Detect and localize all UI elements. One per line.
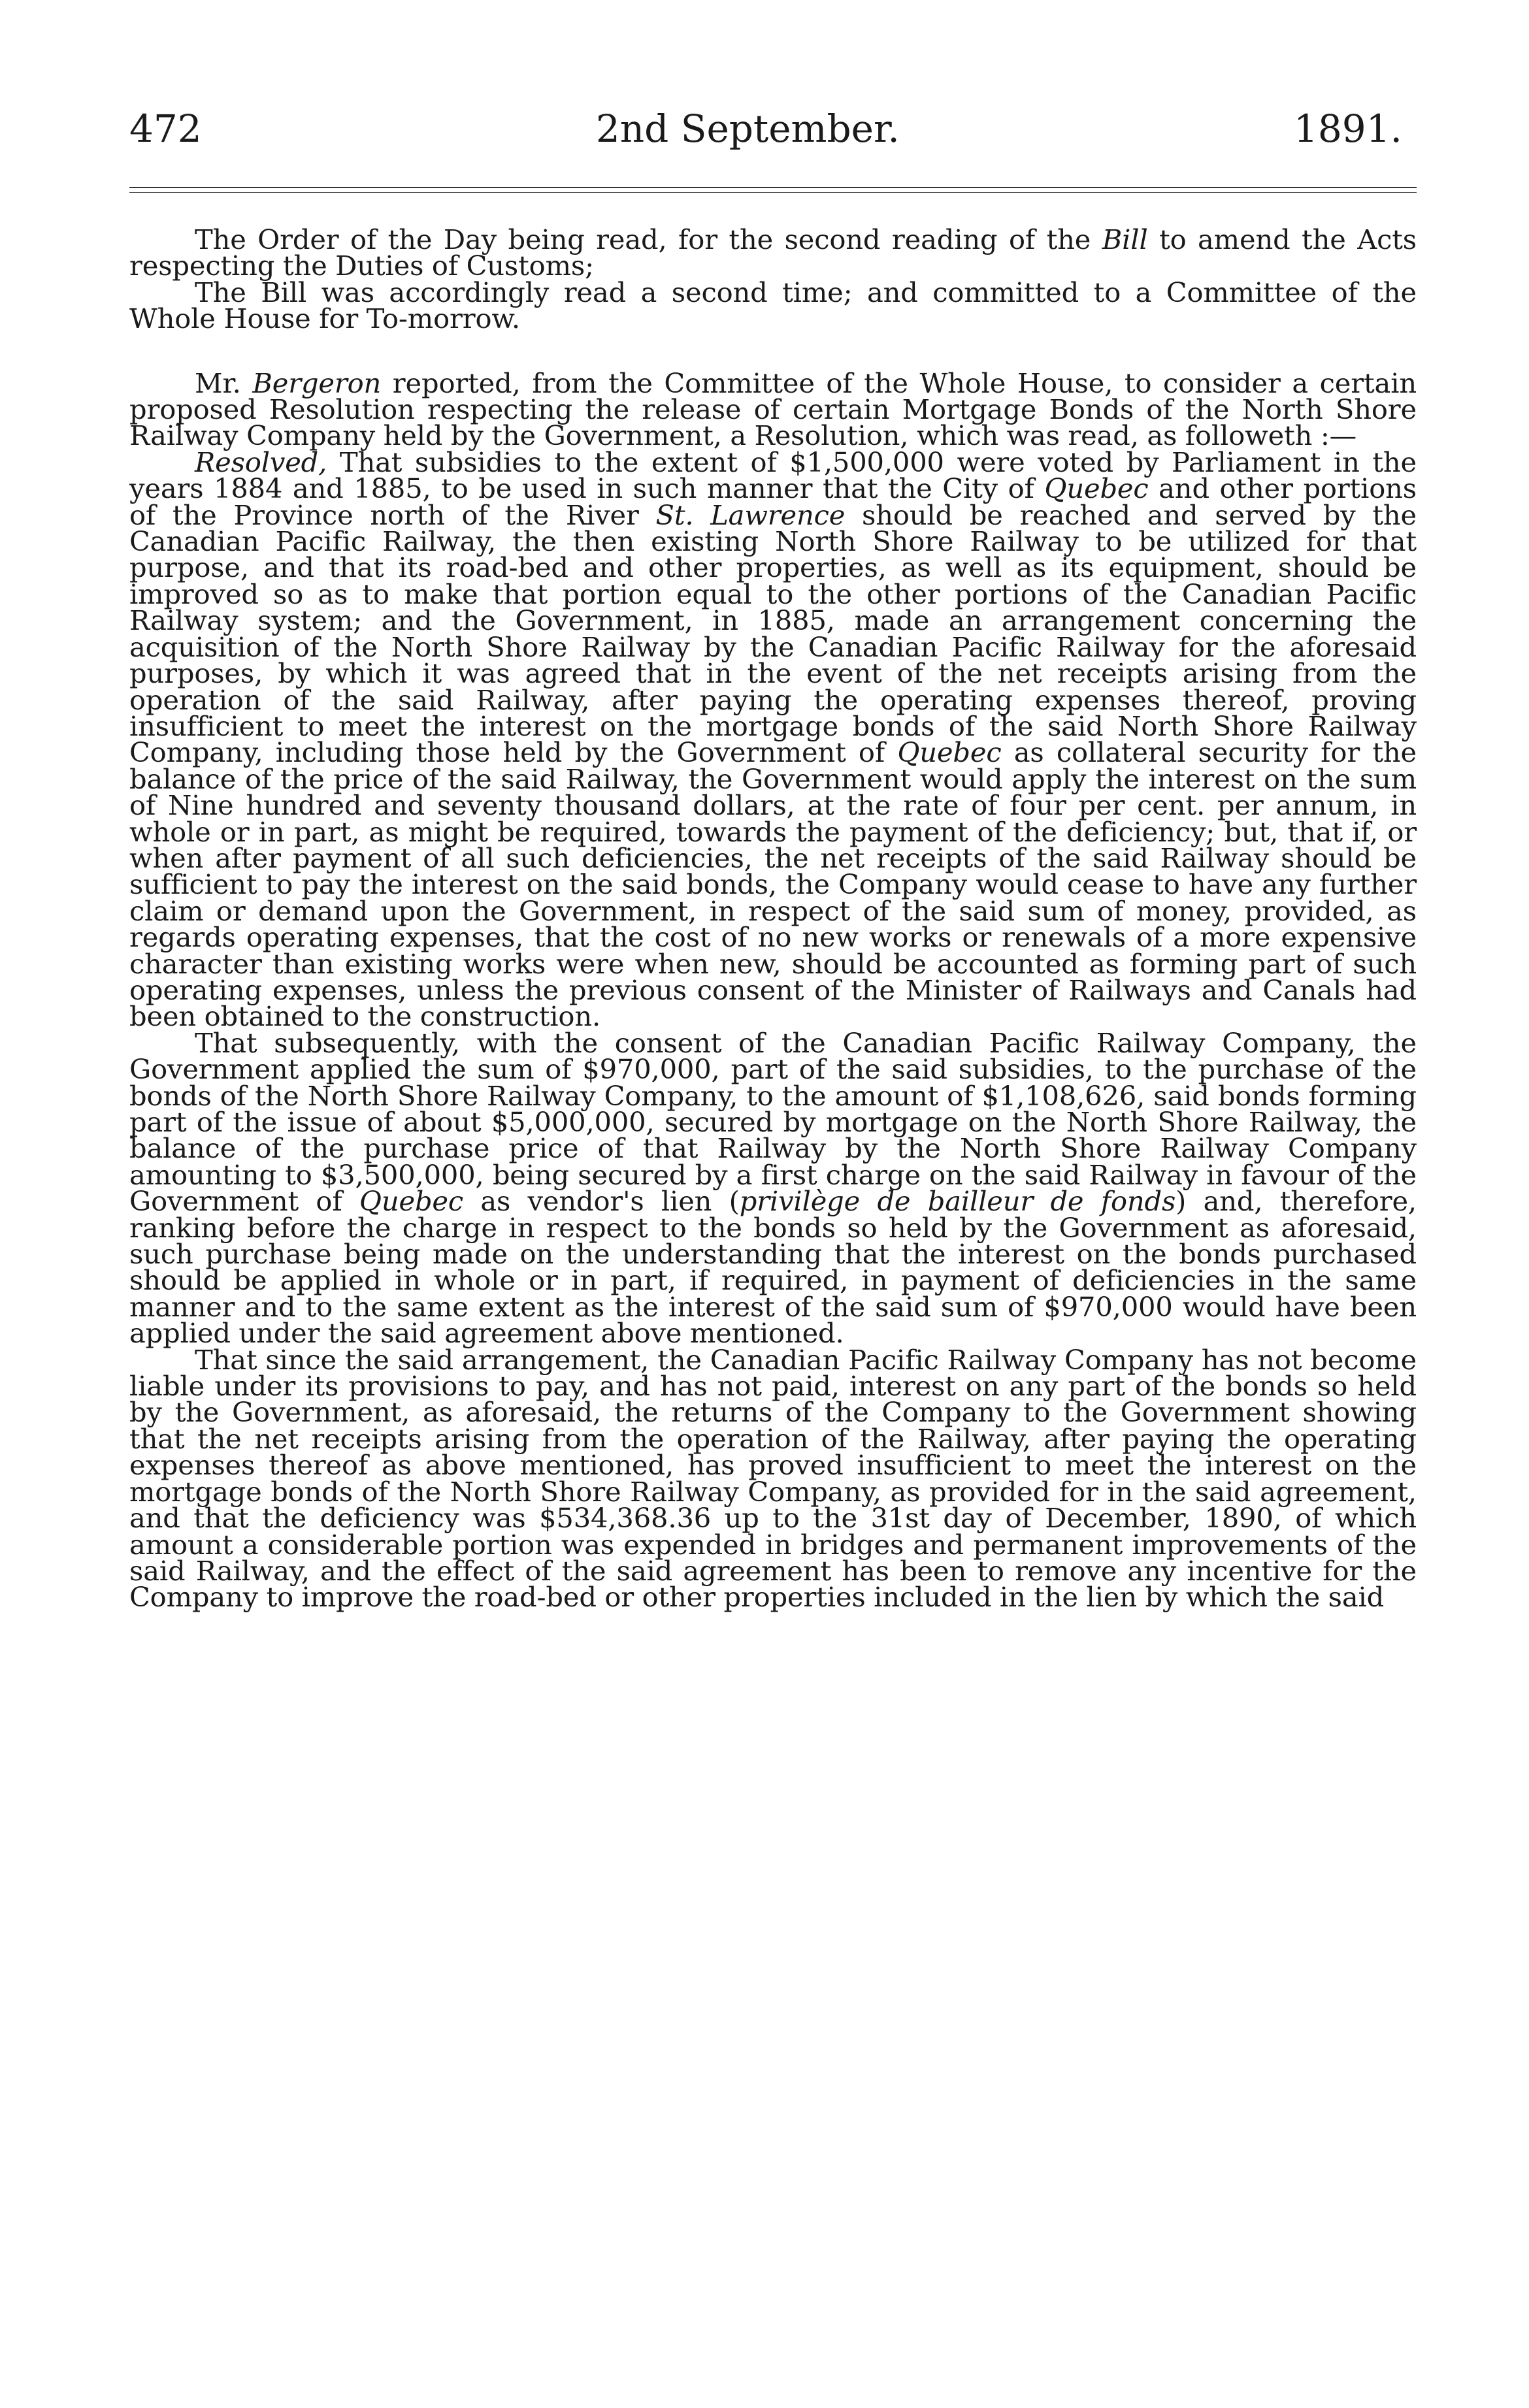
text-run: That subsidies to the extent of $1,500,000 were voted by Parliament in the years 1884 and 1885, to be used in such manner that the City of [129, 446, 1417, 505]
text-run: reported, from the Committee of the Whole House, to consider a certain proposed Resolution respecting the release of certain Mortgage Bonds of the North Shore Railway Company held by the Government, a Resolution, which was read, as followeth :— [129, 366, 1417, 452]
paragraph-p6 [129, 1343, 1417, 1614]
text-run: That since the said arrangement, the Canadian Pacific Railway Company has not become liable under its provisions to pay, and has not paid, interest on any part of the bonds so held by the Government, as aforesaid, the returns of the Company to the Government showing that the net receipts arising from the operation of the Railway, after paying the operating expenses thereof as above mentioned, has proved insufficient to meet the interest on the mortgage bonds of the North Shore Railway Company, as provided for in the said agreement, and that the deficiency was $534,368.36 up to the 31st day of December, 1890, of which amount a considerable portion was expended in bridges and permanent improvements of the said Railway, and the effect of the said agreement has been to remove any incentive for the Company to improve the road-bed or other properties included in the lien by which the said [129, 1343, 1417, 1614]
page-number: 472 [129, 106, 202, 151]
paragraph-p5 [129, 1026, 1417, 1350]
paragraph-p4 [129, 446, 1417, 1033]
italic-run: Quebec [359, 1185, 464, 1218]
text-run: and other portions of the Province north of the River [129, 472, 1417, 531]
running-head [129, 106, 1417, 151]
italic-run: Resolved, [195, 446, 327, 478]
paragraph-p1 [129, 223, 1417, 282]
header-rule [129, 187, 1417, 193]
page-year: 1891. [1293, 106, 1402, 151]
text-run: Mr. [195, 366, 253, 399]
text-run: to amend the Acts respecting the Duties of Customs; [129, 223, 1417, 282]
page-date: 2nd September. [595, 106, 900, 151]
text-run: That subsequently, with the consent of the Canadian Pacific Railway Company, the Government applied the sum of $970,000, part of the said subsidies, to the purchase of the bonds of the North Shore Railway Company, to the amount of $1,108,626, said bonds forming part of the issue of about $5,000,000, secured by mortgage on the North Shore Railway, the balance of the purchase price of that Railway by the North Shore Railway Company amounting to $3,500,000, being secured by a first charge on the said Railway in favour of the Government of [129, 1026, 1417, 1218]
italic-run: St. Lawrence [655, 498, 846, 531]
italic-run: Quebec [1044, 472, 1149, 505]
text-run: The Bill was accordingly read a second time; and committed to a Committee of the Whole House for To-morrow. [129, 276, 1417, 335]
text-run: should be reached and served by the Canadian Pacific Railway, the then existing North Shore Railway to be utilized for that purpose, and that its road-bed and other properties, as well as its equipment, should be improved so as to make that portion equal to the other portions of the Canadian Pacific Railway system; and the Government, in 1885, made an arrangement concerning the acquisition of the North Shore Railway by the Canadian Pacific Railway for the aforesaid purposes, by which it was agreed that in the event of the net receipts arising from the operation of the said Railway, after paying the operating expenses thereof, proving insufficient to meet the interest on the mortgage bonds of the said North Shore Railway Company, including those held by the Government of [129, 498, 1417, 769]
italic-run: Bergeron [252, 366, 382, 399]
italic-run: privilège de bailleur de fonds [739, 1185, 1176, 1218]
italic-run: Quebec [897, 736, 1002, 769]
italic-run: Bill [1102, 223, 1148, 255]
text-run: as collateral security for the balance of the price of the said Railway, the Government would apply the interest on the sum of Nine hundred and seventy thousand dollars, at the rate of four per cent. per annum, in whole or in part, as might be required, towards the payment of the deficiency; but, that if, or when after payment of all such deficiencies, the net receipts of the said Railway should be sufficient to pay the interest on the said bonds, the Company would cease to have any further claim or demand upon the Government, in respect of the said sum of money, provided, as regards operating expenses, that the cost of no new works or renewals of a more expensive character than existing works were when new, should be accounted as forming part of such operating expenses, unless the previous consent of the Minister of Railways and Canals had been obtained to the construction. [129, 736, 1417, 1033]
page-body [129, 223, 1417, 1614]
text-run: ) and, therefore, ranking before the charge in respect to the bonds so held by the Government as aforesaid, such purchase being made on the understanding that the interest on the bonds purchased should be applied in whole or in part, if required, in payment of deficiencies in the same manner and to the same extent as the interest of the said sum of $970,000 would have been applied under the said agreement above mentioned. [129, 1185, 1417, 1350]
text-run: The Order of the Day being read, for the second reading of the [195, 223, 1102, 255]
paragraph-p2 [129, 276, 1417, 335]
text-run: as vendor's lien ( [463, 1185, 740, 1218]
paragraph-p3 [129, 366, 1417, 452]
